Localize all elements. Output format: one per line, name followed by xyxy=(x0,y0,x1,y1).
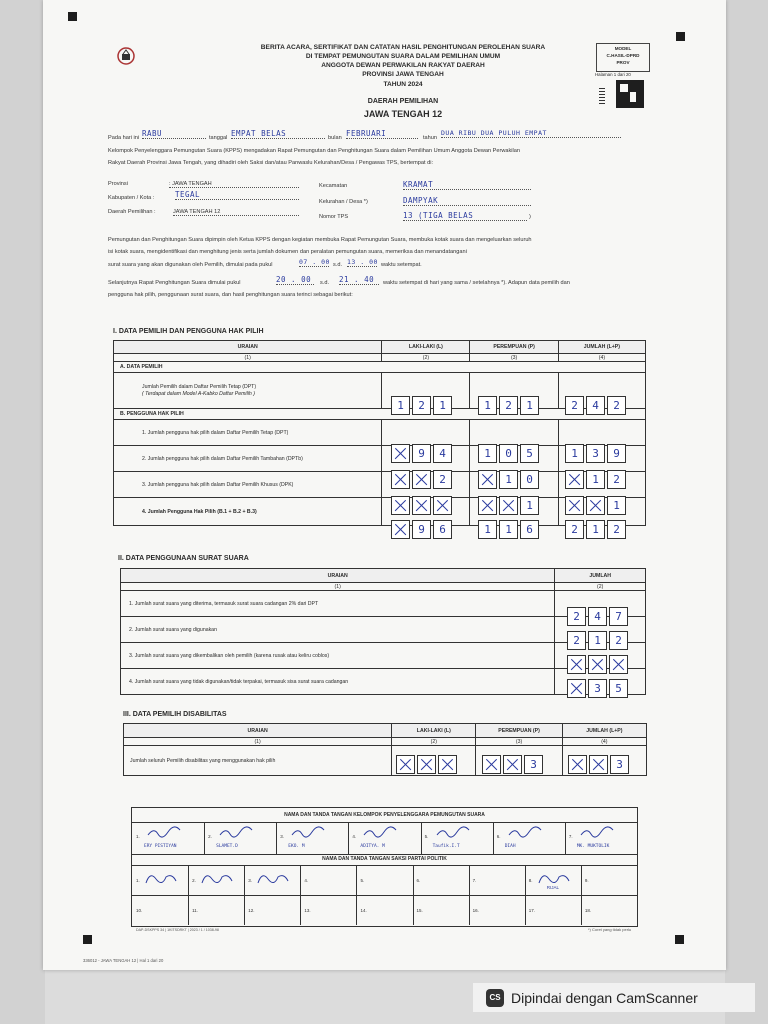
saksi-signature-icon xyxy=(200,869,234,888)
saksi-name: RIJAL xyxy=(546,885,560,890)
digit-box: 1 xyxy=(588,631,607,650)
saksi-number: 6. xyxy=(416,878,421,883)
kpps-divider xyxy=(204,822,205,854)
camscanner-logo-icon: CS xyxy=(486,989,504,1007)
kpps-name: DIAH xyxy=(504,844,516,849)
kelurahan-value: DAMPYAK xyxy=(403,196,531,206)
s1-b3-jumlah xyxy=(565,496,628,515)
bulan-label: bulan xyxy=(328,135,342,141)
saksi-divider xyxy=(469,865,470,895)
kpps-name: ERY PISTIYAN xyxy=(144,844,177,849)
digit-box: 3 xyxy=(524,755,543,774)
s3-col-p: PEREMPUAN (P) xyxy=(476,724,562,738)
kpps-number: 4. xyxy=(352,834,357,839)
header-line-1: BERITA ACARA, SERTIFIKAT DAN CATATAN HASIL PENGHITUNGAN PEROLEHAN SUARA xyxy=(260,44,546,51)
kpps-number: 2. xyxy=(208,834,212,839)
corner-marker-bottom-right xyxy=(675,935,684,944)
kpps-divider xyxy=(348,822,349,854)
section-2-title: II. DATA PENGGUNAAN SURAT SUARA xyxy=(118,555,249,562)
s1-a-row1-line2: ( Terdapat dalam Model A-Kabko Daftar Pemilih ) xyxy=(142,390,255,397)
digit-box xyxy=(482,755,501,774)
saksi-divider xyxy=(244,865,245,895)
kpps-signature-icon xyxy=(435,826,471,838)
digit-box xyxy=(588,655,607,674)
s2-num-1: (1) xyxy=(121,583,555,591)
s2-col-j: JUMLAH xyxy=(555,569,646,583)
digit-box: 9 xyxy=(412,444,431,463)
digit-box: 1 xyxy=(478,444,497,463)
sd-1: s.d. xyxy=(333,262,343,268)
s2-row3: 3. Jumlah surat suara yang dikembalikan oleh pemilih (karena rusak atau keliru coblos) xyxy=(121,643,555,669)
kpps-number: 5. xyxy=(424,834,429,839)
saksi-number: 3. xyxy=(248,878,252,883)
kpps-signature-icon xyxy=(362,826,398,838)
paragraph-line-3b: waktu setempat. xyxy=(381,262,422,268)
qr-code-icon xyxy=(616,80,644,108)
dapil-name: JAWA TENGAH 12 xyxy=(363,109,443,119)
s3-laki xyxy=(396,755,459,774)
digit-box: 9 xyxy=(412,520,431,539)
kecamatan-value: KRAMAT xyxy=(403,180,531,190)
digit-box xyxy=(565,496,584,515)
s2-num-2: (2) xyxy=(555,583,646,591)
saksi-number: 8. xyxy=(528,878,533,883)
digit-box: 4 xyxy=(586,396,605,415)
header-line-2: DI TEMPAT PEMUNGUTAN SUARA DALAM PEMILIHAN UMUM xyxy=(305,53,501,60)
s1-b3-perempuan xyxy=(478,496,541,515)
digit-box xyxy=(391,520,410,539)
digit-box: 2 xyxy=(412,396,431,415)
dapil-row-label: Daerah Pemilihan : xyxy=(108,209,156,215)
kpps-name: SLAMET.D xyxy=(216,844,238,849)
s1-b2-laki xyxy=(391,470,454,489)
saksi-divider xyxy=(525,865,526,895)
digit-box: 6 xyxy=(433,520,452,539)
kpps-name: Taufik.I.T xyxy=(432,844,460,849)
digit-box: 1 xyxy=(607,496,626,515)
s3-row1: Jumlah seluruh Pemilih disabilitas yang menggunakan hak pilih xyxy=(124,746,392,776)
kpps-name: MK. MUKTOLIK xyxy=(576,844,610,849)
intro-text-1: Kelompok Penyelenggara Pemungutan Suara (KPPS) mengadakan Rapat Pemungutan dan Penghitungan Suara dalam Pemilihan Umum Anggota Dewan Perwakilan xyxy=(108,148,521,154)
digit-box xyxy=(412,496,431,515)
digit-box xyxy=(478,470,497,489)
sd-2: s.d. xyxy=(320,280,330,286)
digit-box: 2 xyxy=(499,396,518,415)
s1-b4-laki xyxy=(391,520,454,539)
kelurahan-label: Kelurahan / Desa *) xyxy=(319,199,368,205)
s1-b4-jumlah xyxy=(565,520,628,539)
s1-col-uraian: URAIAN xyxy=(114,341,382,354)
camscanner-badge xyxy=(473,983,755,1012)
saksi-number: 14. xyxy=(360,908,367,913)
tanggal-label: tanggal xyxy=(209,135,228,141)
saksi-number: 7. xyxy=(472,878,477,883)
model-line-1: MODEL xyxy=(614,46,632,51)
tps-label: Nomor TPS xyxy=(319,214,349,220)
s3-num-4: (4) xyxy=(562,738,646,746)
digit-box: 3 xyxy=(588,679,607,698)
digit-box xyxy=(391,470,410,489)
s2-row4: 4. Jumlah surat suara yang tidak digunakan/tidak terpakai, termasuk sisa surat suara cadangan xyxy=(121,669,555,695)
saksi-divider xyxy=(413,895,414,925)
digit-box xyxy=(412,470,431,489)
model-line-2: C.HASIL-DPRD xyxy=(606,53,640,58)
saksi-number: 4. xyxy=(304,878,309,883)
s1-col-p: PEREMPUAN (P) xyxy=(470,341,558,354)
digit-box: 9 xyxy=(607,444,626,463)
section-1-title: I. DATA PEMILIH DAN PENGGUNA HAK PILIH xyxy=(113,328,264,335)
digit-box: 2 xyxy=(607,520,626,539)
dapil-row-value: JAWA TENGAH 12 xyxy=(173,209,299,216)
end-time-1: 13 . 00 xyxy=(347,258,378,266)
saksi-number: 16. xyxy=(472,908,479,913)
saksi-number: 15. xyxy=(416,908,423,913)
tahun-label: tahun xyxy=(423,135,437,141)
kpps-name: ADITYA. M xyxy=(360,844,385,849)
s3-num-2: (2) xyxy=(392,738,476,746)
corner-marker-bottom-left xyxy=(83,935,92,944)
digit-box xyxy=(589,755,608,774)
digit-box xyxy=(565,470,584,489)
s1-b-title: B. PENGGUNA HAK PILIH xyxy=(114,409,646,420)
digit-box: 2 xyxy=(565,520,584,539)
digit-box xyxy=(586,496,605,515)
saksi-signature-icon xyxy=(256,869,290,888)
s3-jumlah xyxy=(568,755,631,774)
page-footer: 336012 - JAWA TENGAH 12 | Hal 1 dari 20 xyxy=(83,958,164,963)
s3-perempuan xyxy=(482,755,545,774)
start-time-1: 07 . 00 xyxy=(299,258,330,266)
digit-box: 2 xyxy=(607,396,626,415)
paragraph-line-5: pengguna hak pilih, penggunaan surat suara, dan hasil penghitungan suara terinci sebagai berikut: xyxy=(108,292,353,298)
kpps-signature-icon xyxy=(290,826,326,838)
page-info: Halaman 1 dari 20 xyxy=(595,72,631,77)
kpps-signature-icon xyxy=(507,826,543,838)
saksi-divider xyxy=(469,895,470,925)
kpps-divider xyxy=(565,822,566,854)
s2-row1-jumlah xyxy=(567,607,630,626)
digit-box: 1 xyxy=(499,470,518,489)
start-time-2: 20 . 00 xyxy=(276,275,314,285)
digit-box: 5 xyxy=(520,444,539,463)
s1-num-1: (1) xyxy=(114,354,382,362)
s1-b-row3: 3. Jumlah pengguna hak pilih dalam Daftar Pemilih Khusus (DPK) xyxy=(114,472,382,498)
digit-box: 1 xyxy=(391,396,410,415)
s1-b-row4: 4. Jumlah Pengguna Hak Pilih (B.1 + B.2 + B.3) xyxy=(114,498,382,526)
digit-box: 4 xyxy=(433,444,452,463)
digit-box xyxy=(396,755,415,774)
kpps-title: NAMA DAN TANDA TANGAN KELOMPOK PENYELENGGARA PEMUNGUTAN SUARA xyxy=(284,812,485,818)
saksi-title: NAMA DAN TANDA TANGAN SAKSI PARTAI POLITIK xyxy=(322,856,447,862)
digit-box: 1 xyxy=(478,520,497,539)
s3-col-j: JUMLAH (L+P) xyxy=(562,724,646,738)
signature-area xyxy=(131,807,638,927)
saksi-number: 11. xyxy=(192,908,199,913)
s1-b-row1: 1. Jumlah pengguna hak pilih dalam Daftar Pemilih Tetap (DPT) xyxy=(114,420,382,446)
s2-col-uraian: URAIAN xyxy=(121,569,555,583)
saksi-number: 17. xyxy=(528,908,536,913)
s1-b4-perempuan xyxy=(478,520,541,539)
s1-a1-laki xyxy=(391,396,454,415)
s1-a1-jumlah xyxy=(565,396,628,415)
model-line-3: PROV xyxy=(616,60,630,65)
digit-box: 1 xyxy=(586,470,605,489)
saksi-number: 2. xyxy=(192,878,196,883)
tps-close: ) xyxy=(529,214,531,220)
paragraph-line-4b: waktu setempat di hari yang sama / setelahnya *). Adapun data pemilih dan xyxy=(383,280,570,286)
tanggal-value: EMPAT BELAS xyxy=(231,129,325,139)
digit-box xyxy=(567,679,586,698)
digit-box: 1 xyxy=(478,396,497,415)
s3-num-3: (3) xyxy=(476,738,562,746)
document-page xyxy=(43,0,726,970)
end-time-2: 21 . 40 xyxy=(339,275,379,285)
note: *) Coret yang tidak perlu xyxy=(588,927,632,932)
provinsi-value: : JAWA TENGAH xyxy=(169,181,299,188)
provinsi-label: Provinsi xyxy=(108,181,128,187)
saksi-divider xyxy=(581,865,582,895)
kpu-logo-icon xyxy=(116,46,136,66)
paragraph-line-4a: Selanjutnya Rapat Penghitungan Suara dimulai pukul xyxy=(108,280,241,286)
digit-box xyxy=(433,496,452,515)
corner-marker-top-left xyxy=(68,12,77,21)
saksi-divider xyxy=(188,865,189,895)
paragraph-line-2: isi kotak suara, mengidentifikasi dan menghitung jenis serta jumlah dokumen dan peralatan pemungutan suara, memeriksa dan menandatangani xyxy=(108,249,467,255)
s1-num-2: (2) xyxy=(382,354,470,362)
saksi-number: 10. xyxy=(136,908,143,913)
digit-box: 1 xyxy=(586,520,605,539)
s1-col-l: LAKI-LAKI (L) xyxy=(382,341,470,354)
digit-box: 2 xyxy=(567,631,586,650)
s2-row2: 2. Jumlah surat suara yang digunakan xyxy=(121,617,555,643)
s2-row3-jumlah xyxy=(567,655,630,674)
digit-box: 1 xyxy=(520,396,539,415)
digit-box xyxy=(478,496,497,515)
background-left xyxy=(0,0,45,1024)
paragraph-line-3a: surat suara yang akan digunakan oleh Pemilih, dimulai pada pukul xyxy=(108,262,273,268)
kpps-name: EKO. M xyxy=(288,844,305,849)
digit-box: 1 xyxy=(520,496,539,515)
s1-b1-jumlah xyxy=(565,444,628,463)
digit-box: 1 xyxy=(433,396,452,415)
s1-num-3: (3) xyxy=(470,354,558,362)
s1-b3-laki xyxy=(391,496,454,515)
digit-box: 2 xyxy=(565,396,584,415)
digit-box: 3 xyxy=(586,444,605,463)
saksi-divider xyxy=(188,895,189,925)
s2-row2-jumlah xyxy=(567,631,630,650)
corner-marker-top-right xyxy=(676,32,685,41)
saksi-divider xyxy=(244,895,245,925)
s1-a-row1-line1: Jumlah Pemilih dalam Daftar Pemilih Tetap (DPT) xyxy=(142,383,257,390)
s2-row4-jumlah xyxy=(567,679,630,698)
digit-box: 1 xyxy=(499,520,518,539)
section-3-title: III. DATA PEMILIH DISABILITAS xyxy=(123,711,227,718)
digit-box: 6 xyxy=(520,520,539,539)
kpps-number: 7. xyxy=(568,834,573,839)
dapil-label: DAERAH PEMILIHAN xyxy=(367,98,439,105)
kabupaten-label: Kabupaten / Kota : xyxy=(108,195,155,201)
kpps-divider xyxy=(493,822,494,854)
saksi-divider xyxy=(300,895,301,925)
s3-col-uraian: URAIAN xyxy=(124,724,392,738)
model-box xyxy=(596,43,650,72)
s1-a-title: A. DATA PEMILIH xyxy=(114,362,646,373)
tahun-value: DUA RIBU DUA PULUH EMPAT xyxy=(441,129,621,138)
tps-value: 13 (TIGA BELAS xyxy=(403,211,527,221)
s3-col-l: LAKI-LAKI (L) xyxy=(392,724,476,738)
s1-b-row2: 2. Jumlah pengguna hak pilih dalam Daftar Pemilih Tambahan (DPTb) xyxy=(114,446,382,472)
saksi-divider xyxy=(581,895,582,925)
saksi-number: 12. xyxy=(248,908,255,913)
digit-box xyxy=(567,655,586,674)
saksi-number: 1. xyxy=(136,878,140,883)
digit-box: 7 xyxy=(609,607,628,626)
form-code: DAP-DSKPPS 34 | 1KITSDRKT | 2023 / 1 / 1038-98 xyxy=(136,928,219,932)
digit-box: 2 xyxy=(607,470,626,489)
barcode-icon xyxy=(599,86,605,104)
saksi-number: 9. xyxy=(584,878,589,883)
background-right xyxy=(725,0,768,1024)
kpps-signature-icon xyxy=(218,826,254,838)
saksi-divider xyxy=(413,865,414,895)
digit-box xyxy=(609,655,628,674)
saksi-divider xyxy=(356,865,357,895)
digit-box: 4 xyxy=(588,607,607,626)
s1-b2-jumlah xyxy=(565,470,628,489)
saksi-divider xyxy=(356,895,357,925)
kabupaten-value: TEGAL xyxy=(175,190,299,200)
s1-b1-laki xyxy=(391,444,454,463)
digit-box: 1 xyxy=(565,444,584,463)
s1-b1-perempuan xyxy=(478,444,541,463)
saksi-signature-icon xyxy=(144,869,178,888)
kpps-number: 6. xyxy=(496,834,501,839)
kpps-signature-icon xyxy=(579,826,615,838)
s1-col-j: JUMLAH (L+P) xyxy=(558,341,645,354)
digit-box: 3 xyxy=(610,755,629,774)
s1-a1-perempuan xyxy=(478,396,541,415)
digit-box: 0 xyxy=(499,444,518,463)
digit-box xyxy=(499,496,518,515)
digit-box: 2 xyxy=(609,631,628,650)
digit-box xyxy=(391,496,410,515)
header-line-3: ANGGOTA DEWAN PERWAKILAN RAKYAT DAERAH xyxy=(321,62,485,69)
digit-box xyxy=(503,755,522,774)
camscanner-label: Dipindai dengan CamScanner xyxy=(511,989,698,1006)
digit-box: 2 xyxy=(433,470,452,489)
s3-num-1: (1) xyxy=(124,738,392,746)
saksi-number: 5. xyxy=(360,878,365,883)
hari-value: RABU xyxy=(142,129,206,139)
saksi-number: 18. xyxy=(584,908,592,913)
s2-row1: 1. Jumlah surat suara yang diterima, termasuk surat suara cadangan 2% dari DPT xyxy=(121,591,555,617)
kpps-number: 3. xyxy=(280,834,285,839)
digit-box xyxy=(568,755,587,774)
saksi-divider xyxy=(300,865,301,895)
kpps-divider xyxy=(276,822,277,854)
kpps-divider xyxy=(421,822,422,854)
intro-text-2: Rakyat Daerah Provinsi Jawa Tengah, yang dihadiri oleh Saksi dan/atau Panwaslu Kelurahan/Desa / Pengawas TPS, bertempat di: xyxy=(108,160,434,166)
s1-num-4: (4) xyxy=(558,354,645,362)
digit-box: 2 xyxy=(567,607,586,626)
kpps-number: 1. xyxy=(136,834,140,839)
header-line-4: PROVINSI JAWA TENGAH xyxy=(362,71,444,78)
digit-box: 5 xyxy=(609,679,628,698)
digit-box xyxy=(417,755,436,774)
saksi-number: 13. xyxy=(304,908,311,913)
digit-box: 0 xyxy=(520,470,539,489)
digit-box xyxy=(438,755,457,774)
kecamatan-label: Kecamatan xyxy=(319,183,348,189)
bulan-value: FEBRUARI xyxy=(346,129,418,139)
paragraph-line-1: Pemungutan dan Penghitungan Suara dipimpin oleh Ketua KPPS dengan kegiatan membuka Rapat Pemungutan Suara, membuka kotak suara dan mengeluarkan seluruh xyxy=(108,237,532,243)
pada-hari-ini-label: Pada hari ini xyxy=(108,135,140,141)
s1-b2-perempuan xyxy=(478,470,541,489)
digit-box xyxy=(391,444,410,463)
header-line-5: TAHUN 2024 xyxy=(383,81,423,88)
kpps-signature-icon xyxy=(146,826,182,838)
saksi-divider xyxy=(525,895,526,925)
